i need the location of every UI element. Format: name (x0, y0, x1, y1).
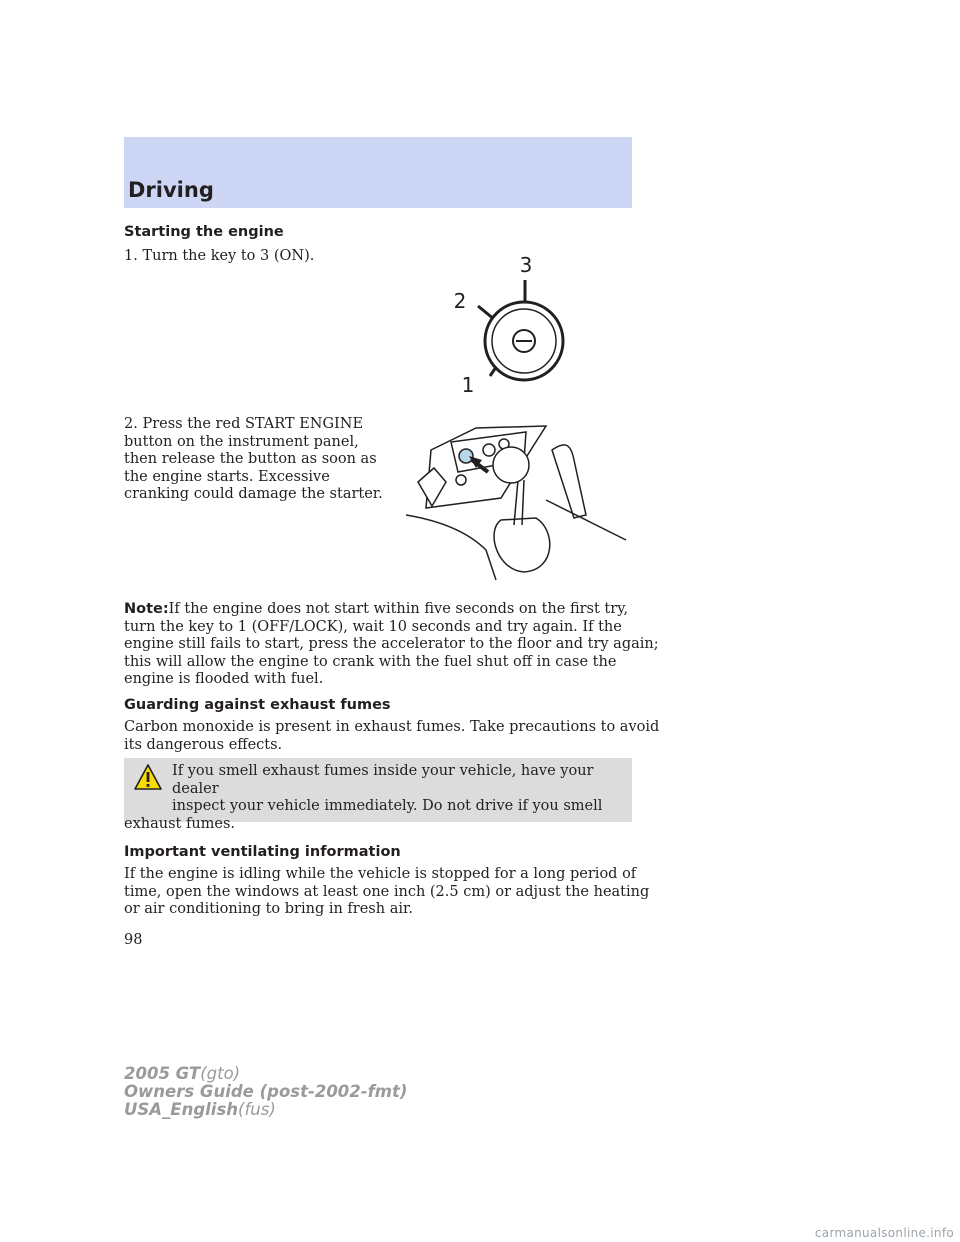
start-button-illustration (406, 420, 632, 585)
heading-exhaust-fumes: Guarding against exhaust fumes (124, 697, 391, 713)
section-title: Driving (128, 178, 214, 202)
warning-text: If you smell exhaust fumes inside your vehicle, have your dealer inspect your vehicle immediately. Do not drive if you smell exhaust fumes. (124, 763, 603, 832)
panel-button (456, 475, 466, 485)
note-paragraph: Note:If the engine does not start within five seconds on the first try, turn the key to 1 (OFF/LOCK), wait 10 seconds and try again. If the engine still fails to start, press the accelerator to the floor and try again; this will allow the engine to crank with the fuel shut off in case the engine is flooded with fuel. (124, 601, 659, 688)
ignition-switch-diagram (440, 250, 580, 400)
shifter-boot (494, 518, 550, 572)
position-1-label: 1 (461, 373, 475, 397)
step-1-text: 1. Turn the key to 3 (ON). (124, 248, 315, 264)
heading-ventilating-info: Important ventilating information (124, 844, 401, 860)
site-watermark: carmanualsonline.info (814, 1226, 954, 1240)
console-edge-left (406, 515, 496, 580)
position-3-label: 3 (519, 253, 533, 277)
parking-brake-lever (552, 445, 586, 518)
step-2-text: 2. Press the red START ENGINE button on the instrument panel, then release the button as soon as the engine starts. Excessive cranking could damage the starter. (124, 416, 383, 503)
heading-starting-engine: Starting the engine (124, 224, 284, 240)
shifter-knob (493, 447, 529, 483)
start-engine-button (459, 449, 473, 463)
position-2-label: 2 (453, 289, 467, 313)
console-edge-right (546, 500, 626, 540)
note-label: Note: (124, 601, 169, 617)
ventilating-paragraph: If the engine is idling while the vehicle is stopped for a long period of time, open the windows at least one inch (2.5 cm) or adjust the heating or air conditioning to bring in fresh air. (124, 866, 650, 918)
panel-knob (483, 444, 495, 456)
exhaust-paragraph: Carbon monoxide is present in exhaust fumes. Take precautions to avoid its dangerous effects. (124, 719, 660, 753)
document-footer: 2005 GT(gto) Owners Guide (post-2002-fmt) USA_English(fus) (124, 1064, 408, 1119)
page-number: 98 (124, 932, 143, 948)
